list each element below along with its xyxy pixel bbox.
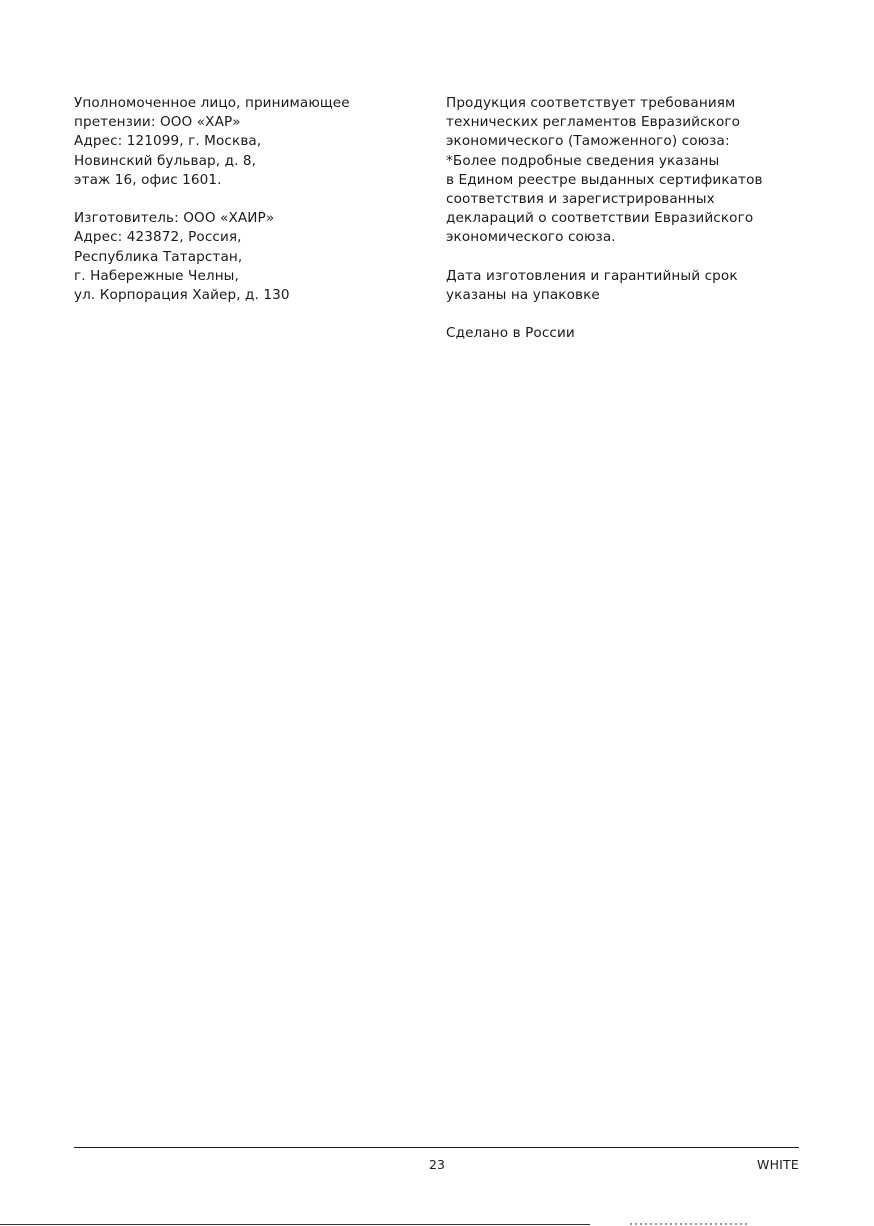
- paragraph-gap: [74, 190, 414, 209]
- text-line: Адрес: 121099, г. Москва,: [74, 133, 262, 150]
- text-line: Новинский бульвар, д. 8,: [74, 152, 257, 169]
- text-line: в Едином реестре выданных сертификатов: [446, 171, 763, 188]
- scan-edge-marks: [630, 1223, 750, 1225]
- text-line: экономического союза.: [446, 229, 616, 246]
- page-number: 23: [429, 1157, 445, 1172]
- text-line: Адрес: 423872, Россия,: [74, 229, 242, 246]
- text-line: соответствия и зарегистрированных: [446, 191, 715, 208]
- text-line: экономического (Таможенного) союза:: [446, 133, 730, 150]
- text-line: Изготовитель: ООО «ХАИР»: [74, 210, 275, 227]
- text-line: Продукция соответствует требованиям: [446, 95, 736, 111]
- text-line: Уполномоченное лицо, принимающее: [74, 95, 350, 111]
- text-line: ул. Корпорация Хайер, д. 130: [74, 287, 290, 304]
- authorized-person-block: [74, 94, 414, 190]
- manufacture-date-block: [446, 267, 796, 305]
- compliance-block: [446, 94, 796, 248]
- text-line: *Более подробные сведения указаны: [446, 152, 720, 169]
- right-column: [446, 94, 796, 344]
- brand-label: WHITE: [757, 1157, 799, 1172]
- text-line: Республика Татарстан,: [74, 248, 243, 265]
- paragraph-gap: [446, 248, 796, 267]
- text-line: Сделано в России: [446, 325, 575, 342]
- text-line: Дата изготовления и гарантийный срок: [446, 267, 738, 284]
- footer-divider: [74, 1147, 799, 1148]
- made-in-block: [446, 324, 796, 343]
- text-line: деклараций о соответствии Евразийского: [446, 210, 754, 227]
- scan-edge-artifact: [0, 1222, 874, 1226]
- scan-edge-line: [0, 1224, 590, 1225]
- text-line: указаны на упаковке: [446, 287, 600, 304]
- text-line: этаж 16, офис 1601.: [74, 171, 222, 188]
- text-line: технических регламентов Евразийского: [446, 114, 741, 131]
- text-line: г. Набережные Челны,: [74, 267, 239, 284]
- text-line: претензии: ООО «ХАР»: [74, 114, 241, 131]
- manufacturer-block: [74, 209, 414, 305]
- paragraph-gap: [446, 305, 796, 324]
- left-column: [74, 94, 414, 305]
